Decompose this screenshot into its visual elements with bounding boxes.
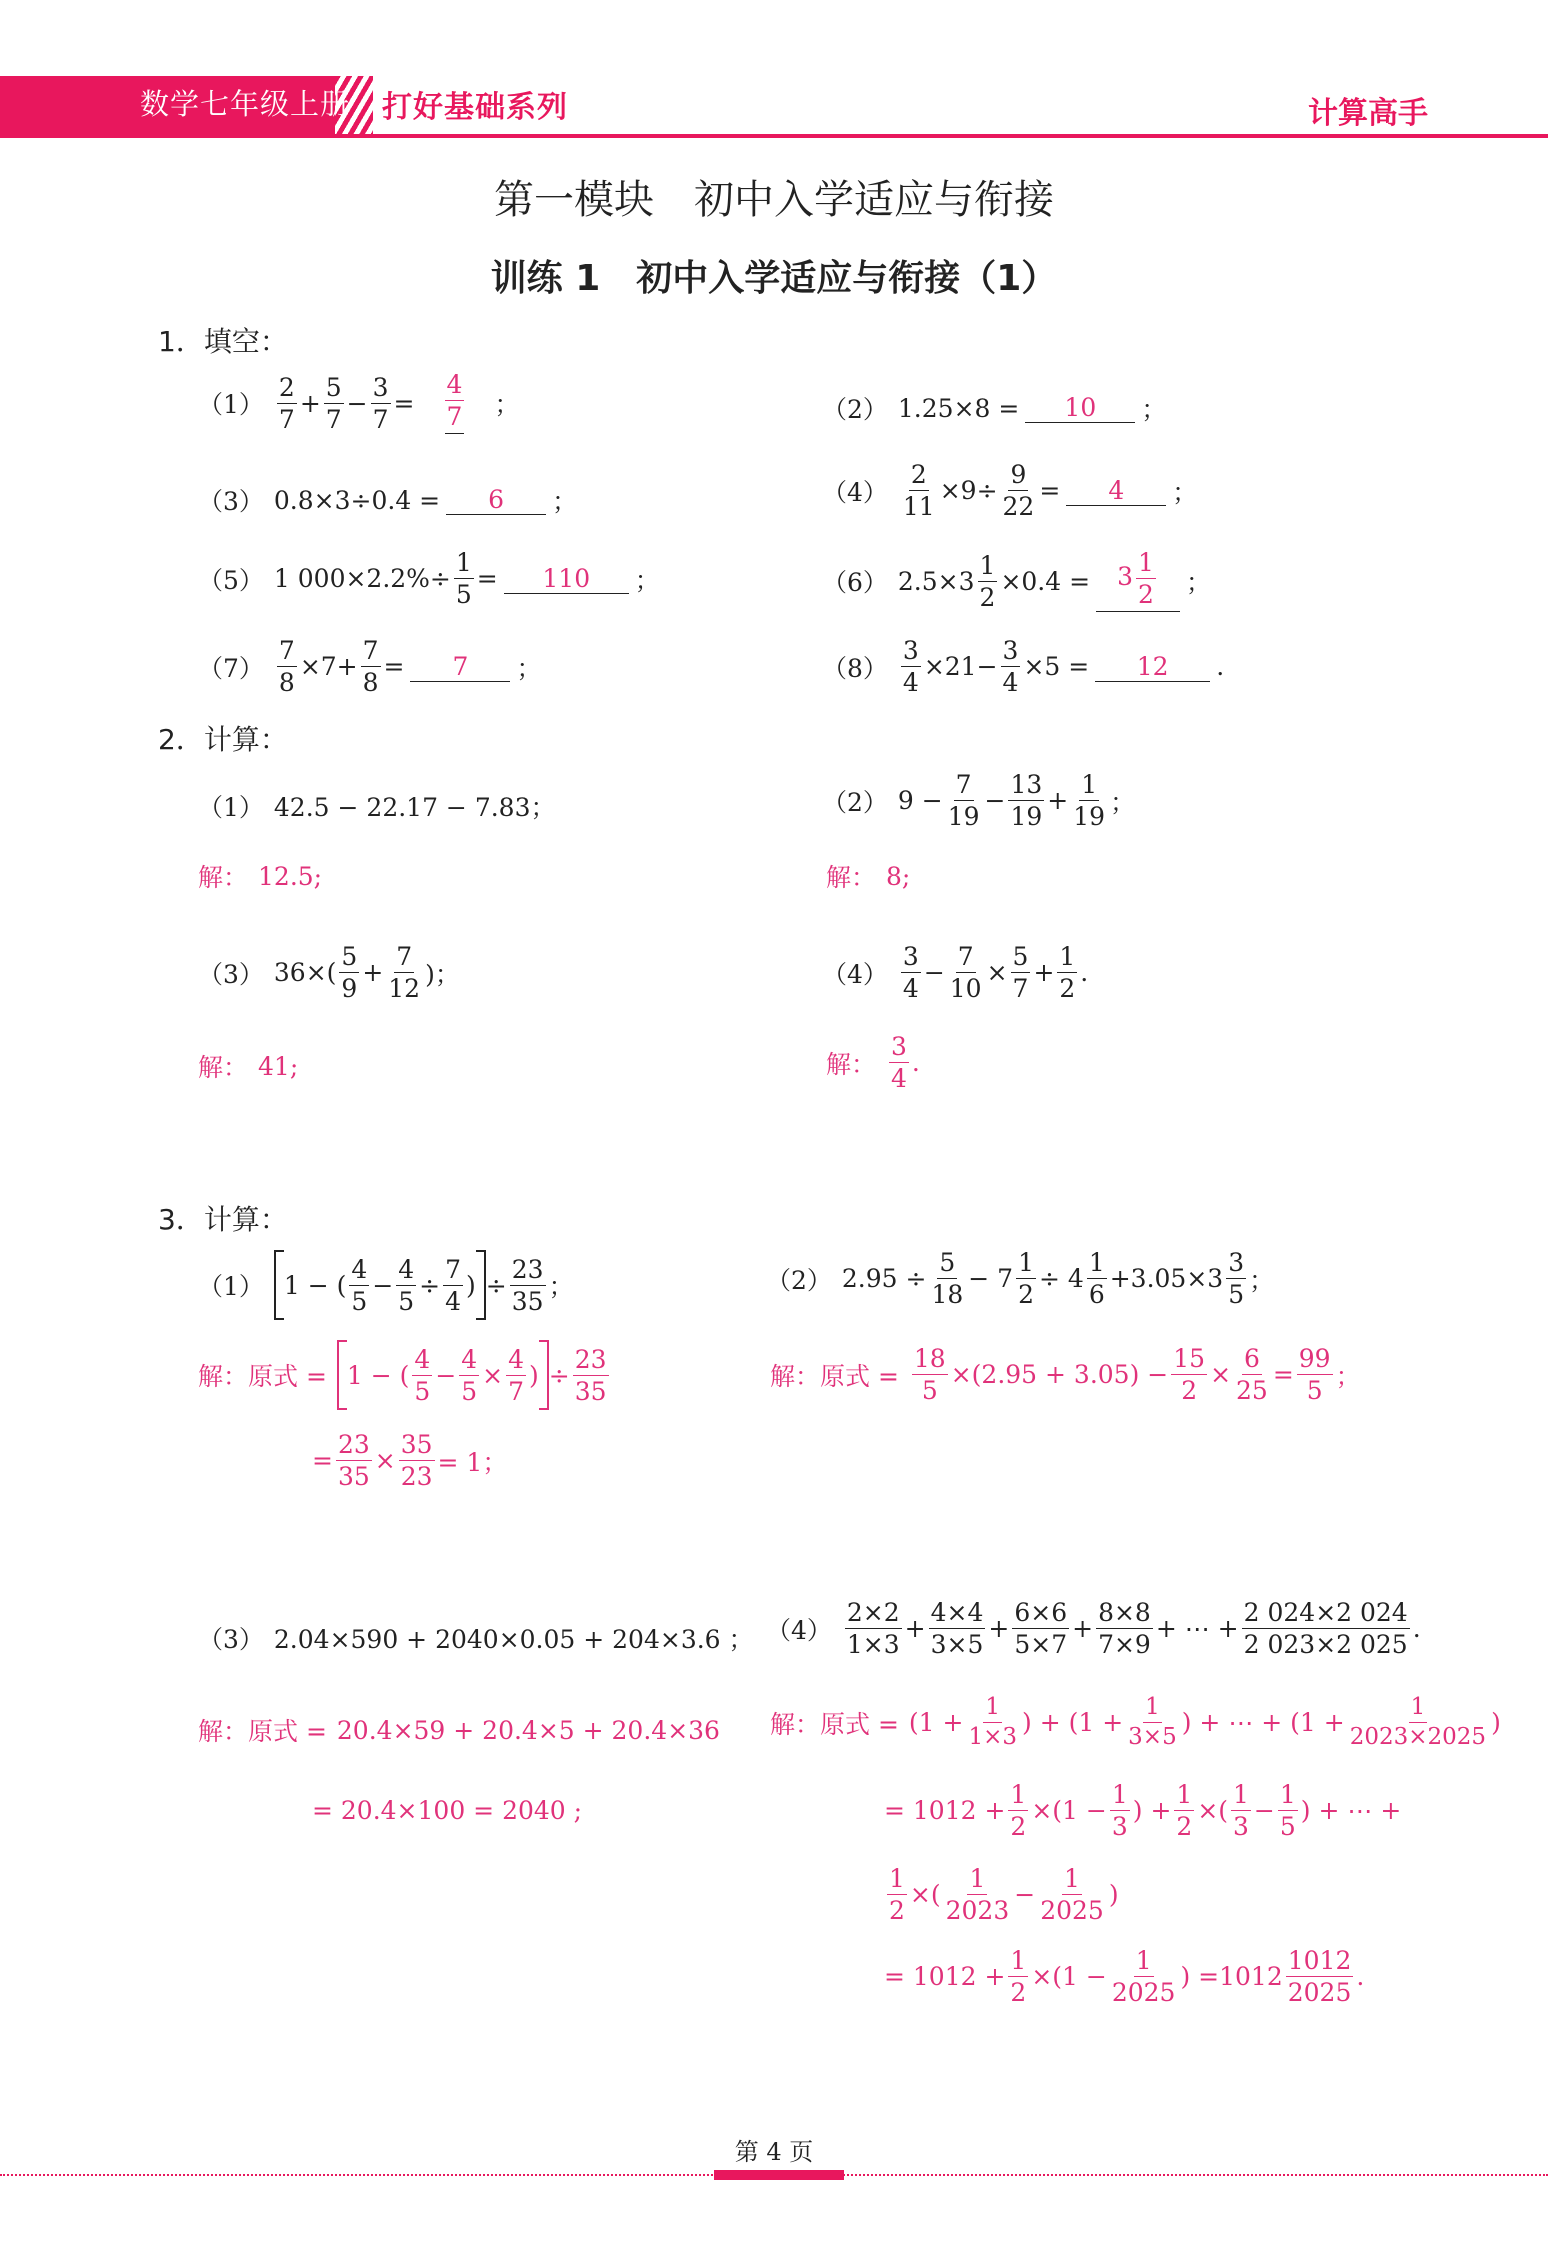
- den: 2 023×2 025: [1243, 1630, 1408, 1659]
- q-label: （2）: [822, 787, 888, 817]
- header-line: [0, 134, 1548, 138]
- fraction: $\frac{1012}{2025}$: [1287, 1946, 1352, 2007]
- fraction: $\frac{23}{35}$: [337, 1430, 370, 1491]
- answer-blank: 6: [446, 485, 546, 515]
- s3-q4-solution-line3: $\frac{1}{2}$ ×( $\frac{1}{2023}$ − $\frac{1}{2025}$ ): [889, 1864, 1119, 1925]
- whole: 3: [1117, 562, 1134, 591]
- fraction: $\frac{4}{7}$: [508, 1344, 525, 1406]
- answer-blank: 110: [504, 564, 629, 594]
- expression: 0.8×3÷0.4 =: [273, 485, 441, 515]
- num: 9: [1010, 460, 1027, 489]
- solution-answer: 8;: [886, 861, 911, 891]
- solution-key: 解：: [198, 863, 249, 892]
- solution-key: 解：原式 =: [198, 1362, 327, 1391]
- fraction: [1242, 1600, 1410, 1657]
- fraction: [324, 372, 344, 434]
- num: 3: [1002, 636, 1019, 665]
- expression: = 20.4×100 = 2040 ;: [312, 1796, 583, 1825]
- den: 8: [362, 668, 379, 697]
- num: 3: [372, 372, 389, 402]
- num: 4: [446, 370, 463, 399]
- q-label: （7）: [198, 653, 264, 683]
- fraction: $\frac{1}{2}$: [1018, 1248, 1034, 1309]
- s3-q4-solution-line4: = 1012 + $\frac{1}{2}$ ×(1 − $\frac{1}{2025}$ ) = 1012 $\frac{1012}{2025}$ .: [884, 1946, 1365, 2007]
- answer-blank: 4: [1066, 476, 1166, 506]
- solution-key: 解：原式 =: [770, 1361, 899, 1391]
- fraction: $\frac{1}{2025}$: [1111, 1946, 1176, 2007]
- den: 8: [278, 668, 295, 697]
- num: 7: [957, 942, 974, 971]
- s3-q1: （1） 1 − ( $\frac{4}{5}$ − $\frac{4}{5}$ ÷ $\frac{7}{4}$ ) ÷ $\frac{23}{35}$ ；: [198, 1250, 574, 1320]
- fraction: $\frac{4}{5}$: [414, 1344, 431, 1406]
- s2-q4-solution: 解： $\frac{3}{4}$ .: [826, 1032, 920, 1093]
- solution-key: 解：原式 =: [770, 1709, 899, 1739]
- den: 7: [1012, 974, 1029, 1003]
- q-label: （2）: [766, 1265, 832, 1295]
- expression: 2.04×590 + 2040×0.05 + 204×3.6 ；: [273, 1625, 754, 1654]
- fraction: [454, 550, 474, 607]
- q-label: （4）: [822, 477, 888, 507]
- num: 2: [910, 460, 927, 489]
- num: 1: [1081, 770, 1098, 799]
- s3-q3: [198, 1620, 754, 1656]
- fraction: $\frac{1}{2023}$: [945, 1864, 1010, 1925]
- fraction: [948, 944, 984, 1001]
- den: 2: [1059, 974, 1076, 1003]
- module-title: 第一模块 初中入学适应与衔接: [494, 177, 1054, 223]
- expression: 1.25×8 =: [897, 393, 1020, 423]
- s1-q7: （7） $\frac{7}{8}$ ×7+ $\frac{7}{8}$ = 7 ；: [198, 636, 542, 697]
- fraction: $\frac{8\times 8}{7\times 9}$: [1098, 1598, 1151, 1659]
- num: 1: [1059, 942, 1076, 971]
- num: 7: [955, 770, 972, 799]
- answer-blank: 10: [1025, 393, 1135, 423]
- s2-q2: （2） 9 − $\frac{7}{19}$ − $\frac{13}{19}$ + $\frac{1}{19}$ ；: [822, 770, 1136, 831]
- q-label: （6）: [822, 568, 888, 597]
- fraction: [371, 372, 391, 434]
- fraction: $\frac{99}{5}$: [1298, 1344, 1331, 1405]
- num: 3: [902, 636, 919, 665]
- s1-q3: （3） 0.8×3÷0.4 = 6 ；: [198, 482, 577, 518]
- den: 22: [1002, 492, 1035, 521]
- q-label: （4）: [766, 1615, 832, 1645]
- s3-q3-solution-line2: [312, 1796, 582, 1825]
- fraction: [386, 944, 422, 1001]
- den: 11: [902, 492, 935, 521]
- fraction: $\frac{18}{5}$: [913, 1344, 946, 1405]
- num: 5: [1012, 942, 1029, 971]
- fraction: $\frac{35}{23}$: [400, 1430, 433, 1491]
- answer-blank: 12: [1095, 652, 1210, 682]
- answer-blank: 7: [410, 652, 510, 682]
- fraction: [946, 772, 982, 829]
- den: 4: [902, 974, 919, 1003]
- num: 7: [396, 942, 413, 971]
- s1-q4: （4） $\frac{2}{11}$ ×9÷ $\frac{9}{22}$ = 4 ；: [822, 460, 1198, 521]
- num: 2 024×2 024: [1243, 1598, 1408, 1627]
- fraction: $\frac{1}{1\times 3}$: [968, 1694, 1018, 1750]
- den: 2: [979, 582, 996, 612]
- fraction: $\frac{1}{3}$: [1233, 1780, 1249, 1841]
- section-2-label: 2．计算：: [158, 723, 288, 756]
- fraction: $\frac{2\times 2}{1\times 3}$: [846, 1598, 900, 1659]
- expression: ×21−: [923, 652, 998, 681]
- q-label: （5）: [198, 565, 264, 595]
- solution-key: 解：: [826, 1049, 877, 1079]
- num: 7: [362, 636, 379, 665]
- num: 5: [325, 372, 342, 402]
- answer-blank: [420, 372, 488, 434]
- fraction: $\frac{4}{5}$: [398, 1254, 415, 1316]
- fraction: $\frac{6\times 6}{5\times 7}$: [1014, 1598, 1068, 1659]
- solution-answer: 41;: [258, 1051, 299, 1081]
- num: 7: [278, 636, 295, 665]
- s2-q3-solution: [198, 1048, 298, 1084]
- fraction: [901, 944, 921, 1001]
- s2-q1: [198, 788, 556, 824]
- fraction: $\frac{1}{5}$: [1279, 1780, 1296, 1841]
- s1-q1: （1） $\frac{2}{7}$ + $\frac{5}{7}$ − $\frac{3}{7}$ = $\frac{4}{7}$ ；: [198, 370, 520, 434]
- left-bracket: [337, 1340, 347, 1410]
- solution-key: 解：原式 =: [198, 1717, 327, 1746]
- solution-key: 解：: [826, 863, 877, 892]
- page-number: 第 4 页: [734, 2138, 814, 2166]
- fraction: [978, 550, 998, 612]
- s3-q4-solution: 解：原式 = (1 + $\frac{1}{1\times 3}$ ) + (1 + $\frac{1}{3\times 5}$ ) + ⋯ + (1 + $\frac{1}{2023\times 2025}$ ): [770, 1694, 1501, 1750]
- s2-q1-solution: [198, 858, 322, 894]
- series-right-label: 计算高手: [1308, 96, 1428, 131]
- whole: 1012: [1219, 1962, 1283, 1991]
- fraction: $\frac{7}{4}$: [445, 1254, 462, 1316]
- s2-q2-solution: [826, 858, 910, 894]
- num: 1: [455, 548, 472, 577]
- den: 4: [891, 1064, 907, 1093]
- fraction: $\frac{23}{35}$: [511, 1254, 544, 1316]
- answer-blank: [1096, 550, 1180, 612]
- answer-fraction: [889, 1034, 909, 1091]
- right-bracket: [476, 1250, 486, 1320]
- fraction: $\frac{1}{3}$: [1111, 1780, 1128, 1841]
- fraction: $\frac{1}{2025}$: [1040, 1864, 1104, 1925]
- fraction: $\frac{3}{5}$: [1228, 1248, 1245, 1309]
- fraction: $\frac{1}{2}$: [1176, 1780, 1193, 1841]
- expression: ×5 =: [1023, 652, 1090, 681]
- expression: 20.4×59 + 20.4×5 + 20.4×36: [336, 1715, 720, 1745]
- fraction: [1011, 944, 1031, 1001]
- fraction: $\frac{15}{2}$: [1173, 1344, 1206, 1405]
- num: 3: [902, 942, 919, 971]
- expression: ×0.4 =: [1000, 566, 1091, 596]
- q-label: （3）: [198, 959, 264, 989]
- num: 2: [278, 372, 295, 402]
- left-bracket: [274, 1250, 284, 1320]
- s3-q1-solution-line2: = $\frac{23}{35}$ × $\frac{35}{23}$ = 1；: [312, 1430, 508, 1491]
- fraction: $\frac{5}{18}$: [931, 1248, 964, 1309]
- fraction: [1071, 772, 1107, 829]
- num: 1012: [1287, 1946, 1352, 1975]
- q-label: （8）: [822, 653, 888, 683]
- den: 5: [455, 580, 472, 609]
- solution-answer: 12.5;: [258, 861, 323, 891]
- fraction: $\frac{1}{3\times 5}$: [1128, 1694, 1177, 1750]
- fraction: $\frac{1}{2}$: [1010, 1946, 1027, 2007]
- expression: 9 −: [897, 786, 943, 815]
- training-title: 训练 1 初中入学适应与衔接（1）: [490, 258, 1058, 299]
- q-label: （1）: [198, 793, 264, 822]
- den: 7: [325, 404, 342, 434]
- fraction: [277, 638, 297, 695]
- den: 19: [947, 802, 980, 831]
- s3-q4-solution-line2: = 1012 + $\frac{1}{2}$ ×(1 − $\frac{1}{3}$ ) + $\frac{1}{2}$ ×( $\frac{1}{3}$ − $\frac{1}{5}$ ) + ⋯ +: [884, 1780, 1402, 1841]
- den: 10: [949, 974, 982, 1003]
- s1-q5: （5） 1 000×2.2%÷ $\frac{1}{5}$ = 110 ；: [198, 548, 660, 609]
- den: 12: [388, 974, 421, 1003]
- fraction: [1057, 944, 1077, 1001]
- num: 5: [341, 942, 358, 971]
- expression: ×9÷: [939, 476, 998, 505]
- footer-bar: [714, 2170, 844, 2180]
- fraction: $\frac{4}{5}$: [461, 1344, 478, 1406]
- fraction: [1001, 462, 1037, 519]
- section-1-label: 1．填空：: [158, 325, 288, 358]
- fraction: [339, 944, 359, 1001]
- fraction: $\frac{4}{5}$: [351, 1254, 368, 1316]
- fraction: [1001, 638, 1021, 695]
- num: 1: [1138, 548, 1154, 577]
- section-3-label: 3．计算：: [158, 1203, 288, 1236]
- expression: ×7+: [299, 652, 358, 681]
- den: 9: [341, 974, 358, 1003]
- fraction: $\frac{1}{2}$: [1010, 1780, 1027, 1841]
- s3-q3-solution: [198, 1712, 720, 1748]
- den: 19: [1010, 802, 1043, 831]
- q-label: （3）: [198, 487, 264, 516]
- q-label: （4）: [822, 959, 888, 989]
- s2-q3: （3） 36×( $\frac{5}{9}$ + $\frac{7}{12}$ )；: [198, 942, 460, 1003]
- expression: 1 000×2.2%÷: [273, 564, 451, 593]
- solution-key: 解：: [198, 1053, 249, 1082]
- num: 13: [1010, 770, 1043, 799]
- s2-q4: （4） $\frac{3}{4}$ − $\frac{7}{10}$ × $\frac{5}{7}$ + $\frac{1}{2}$ .: [822, 942, 1089, 1003]
- den: 7: [372, 404, 389, 434]
- s3-q2: （2） 2.95 ÷ $\frac{5}{18}$ − 7 $\frac{1}{2}$ ÷ 4 $\frac{1}{6}$ +3.05×3 $\frac{3}{5}$ ；: [766, 1248, 1275, 1309]
- fraction: $\frac{6}{25}$: [1236, 1344, 1268, 1405]
- series-title: 打好基础系列: [382, 90, 568, 125]
- answer-fraction: [445, 372, 465, 434]
- fraction: [1008, 772, 1044, 829]
- fraction: $\frac{23}{35}$: [574, 1344, 607, 1406]
- result: = 1；: [437, 1447, 508, 1477]
- expression: 36×(: [273, 958, 337, 987]
- fraction: [901, 638, 921, 695]
- s1-q8: （8） $\frac{3}{4}$ ×21− $\frac{3}{4}$ ×5 = 12 .: [822, 636, 1225, 697]
- num: 1: [979, 550, 996, 580]
- den: 19: [1073, 802, 1106, 831]
- expression: 42.5 − 22.17 − 7.83；: [273, 793, 556, 822]
- den: 4: [902, 668, 919, 697]
- q-label: （1）: [198, 390, 264, 419]
- s3-q2-solution: 解：原式 = $\frac{18}{5}$ ×(2.95 + 3.05) − $\frac{15}{2}$ × $\frac{6}{25}$ = $\frac{99}{5}$ ；: [770, 1344, 1361, 1405]
- right-bracket: [539, 1340, 549, 1410]
- fraction: $\frac{1}{2}$: [889, 1864, 905, 1925]
- fraction: [901, 462, 937, 519]
- book-title: 数学七年级上册: [140, 87, 351, 121]
- s1-q2: （2） 1.25×8 = 10 ；: [822, 390, 1166, 426]
- fraction: $\frac{1}{2023\times 2025}$: [1349, 1694, 1487, 1750]
- den: 7: [446, 402, 463, 431]
- den: 4: [1002, 668, 1019, 697]
- fraction: [277, 372, 297, 434]
- s3-q1-solution: 解：原式 = 1 − ( $\frac{4}{5}$ − $\frac{4}{5}$ × $\frac{4}{7}$ ) ÷ $\frac{23}{35}$: [198, 1340, 612, 1410]
- fraction: [361, 638, 381, 695]
- fraction: $\frac{4\times 4}{3\times 5}$: [930, 1598, 984, 1659]
- den: 7: [278, 404, 295, 434]
- fraction: $\frac{1}{6}$: [1088, 1248, 1105, 1309]
- s3-q4: （4） $\frac{2\times 2}{1\times 3}$ + $\frac{4\times 4}{3\times 5}$ + $\frac{6\times 6}{5\times 7}$ + $\frac{8\times 8}{7\times 9}$ + ⋯ + $\frac{2 024\times 2 024}{2 023\times 2 025}$ .: [766, 1598, 1421, 1659]
- answer-fraction: [1136, 550, 1156, 607]
- q-label: （3）: [198, 1625, 264, 1654]
- den: 2: [1138, 580, 1154, 609]
- expression: ×(2.95 + 3.05) −: [950, 1360, 1169, 1389]
- q-label: （2）: [822, 395, 888, 424]
- num: 3: [891, 1032, 907, 1061]
- expression: 2.5×3: [897, 566, 975, 596]
- q-label: （1）: [198, 1272, 264, 1301]
- s1-q6: （6） 2.5×3 $\frac{1}{2}$ ×0.4 = 3 $\frac{1}{2}$ ；: [822, 548, 1212, 612]
